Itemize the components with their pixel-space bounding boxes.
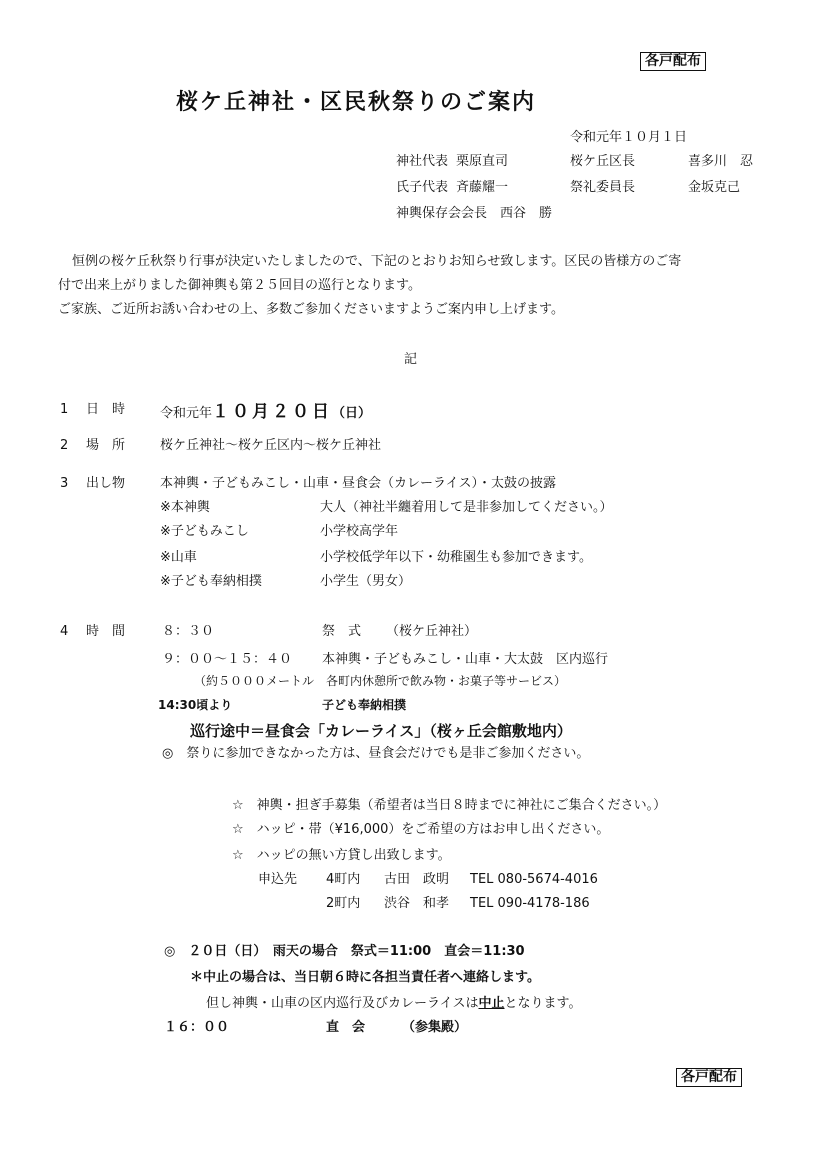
contact-tel: TEL 090-4178-186 [470, 896, 590, 911]
signatory-role: 神輿保存会会長 [396, 206, 488, 221]
recruit-line: ☆ ハッピの無い方貸し出致します。 [232, 848, 451, 863]
item-number: 3 [60, 476, 69, 491]
item-number: 1 [60, 402, 69, 417]
distribution-stamp-bottom: 各戸配布 [676, 1068, 742, 1087]
program-note-name: ※山車 [160, 550, 197, 565]
schedule-time: ８：３０ [162, 624, 215, 639]
program-note-name: ※本神輿 [160, 500, 210, 515]
contact-name: 古田 政明 [384, 872, 450, 887]
cancel-note-text: となります。 [504, 996, 582, 1011]
item-label: 時 間 [86, 624, 126, 639]
signatory-role: 神社代表 [396, 154, 449, 169]
signatory-role: 祭礼委員長 [570, 180, 636, 195]
program-note-desc: 小学校高学年 [320, 524, 399, 539]
signatory-name: 金坂克己 [688, 180, 741, 195]
schedule-event: 祭 式 [322, 624, 362, 639]
final-time: １６：００ [164, 1020, 230, 1035]
recruit-line: ☆ ハッピ・帯（¥16,000）をご希望の方はお申し出ください。 [232, 822, 610, 837]
schedule-time: 14:30頃より [158, 698, 233, 712]
program-summary: 本神輿・子どもみこし・山車・昼食会（カレーライス）・太鼓の披露 [160, 476, 556, 491]
contacts-label: 申込先 [258, 872, 298, 887]
program-note-name: ※子ども奉納相撲 [160, 574, 262, 589]
item-number: 2 [60, 438, 69, 453]
signatory-name: 栗原直司 [456, 154, 509, 169]
signatory-role: 桜ケ丘区長 [570, 154, 636, 169]
cancel-note [206, 996, 581, 1012]
signatory-name: 斉藤耀一 [456, 180, 509, 195]
program-note-desc: 大人（神社半纏着用して是非参加してください。） [320, 500, 613, 515]
signatory-role: 氏子代表 [396, 180, 449, 195]
event-place: 桜ケ丘神社～桜ケ丘区内～桜ケ丘神社 [160, 438, 382, 453]
recruit-line: ☆ 神輿・担ぎ手募集（希望者は当日８時までに神社にご集合ください。） [232, 798, 667, 813]
ki-heading: 記 [404, 352, 418, 367]
signatory-name: 西谷 勝 [500, 206, 553, 221]
intro-line: ご家族、ご近所お誘い合わせの上、多数ご参加くださいますようご案内申し上げます。 [58, 302, 564, 317]
program-note-desc: 小学校低学年以下・幼稚園生も参加できます。 [320, 550, 592, 565]
item-label: 出し物 [86, 476, 126, 491]
cancel-note-text: 但し神輿・山車の区内巡行及びカレーライスは [206, 996, 479, 1011]
intro-line: 恒例の桜ケ丘秋祭り行事が決定いたしましたので、下記のとおりお知らせ致します。区民の皆様方のご寄 [72, 254, 682, 269]
rain-schedule: ◎ ２０日（日） 雨天の場合 祭式＝11:00 直会＝11:30 [164, 944, 525, 959]
final-place: （参集殿） [402, 1020, 468, 1035]
contact-area: 4町内 [326, 872, 361, 887]
item-label: 日 時 [86, 402, 126, 417]
event-date-prefix: 令和元年 [160, 406, 213, 421]
schedule-time: ９：００～１５：４０ [162, 652, 293, 667]
program-note-desc: 小学生（男女） [320, 574, 412, 589]
event-date [160, 402, 371, 422]
program-note-name: ※子どもみこし [160, 524, 249, 539]
contact-name: 渋谷 和孝 [384, 896, 450, 911]
page-title: 桜ケ丘神社・区民秋祭りのご案内 [176, 90, 537, 115]
schedule-event: 子ども奉納相撲 [322, 698, 407, 712]
lunch-notice: 巡行途中＝昼食会「カレーライス」（桜ヶ丘会館敷地内） [190, 722, 572, 740]
final-event: 直 会 [326, 1020, 366, 1035]
contact-area: 2町内 [326, 896, 361, 911]
item-label: 場 所 [86, 438, 126, 453]
schedule-event: 本神輿・子どもみこし・山車・大太鼓 区内巡行 [322, 652, 609, 667]
cancel-note-emphasis: 中止 [478, 996, 505, 1011]
contact-tel: TEL 080-5674-4016 [470, 872, 598, 887]
signatory-name: 喜多川 忍 [688, 154, 754, 169]
lunch-note: ◎ 祭りに参加できなかった方は、昼食会だけでも是非ご参加ください。 [162, 746, 590, 761]
schedule-note: （約５０００メートル 各町内休憩所で飲み物・お菓子等サービス） [194, 674, 567, 688]
event-date-main: １０月２０日 [212, 402, 333, 422]
intro-line: 付で出来上がりました御神輿も第２５回目の巡行となります。 [58, 278, 421, 293]
cancel-notice: ＊中止の場合は、当日朝６時に各担当責任者へ連絡します。 [190, 970, 540, 985]
item-number: 4 [60, 624, 69, 639]
distribution-stamp-top: 各戸配布 [640, 52, 706, 71]
issue-date: 令和元年１０月１日 [570, 130, 688, 145]
event-date-day: （日） [332, 406, 372, 421]
schedule-place: （桜ケ丘神社） [386, 624, 478, 639]
